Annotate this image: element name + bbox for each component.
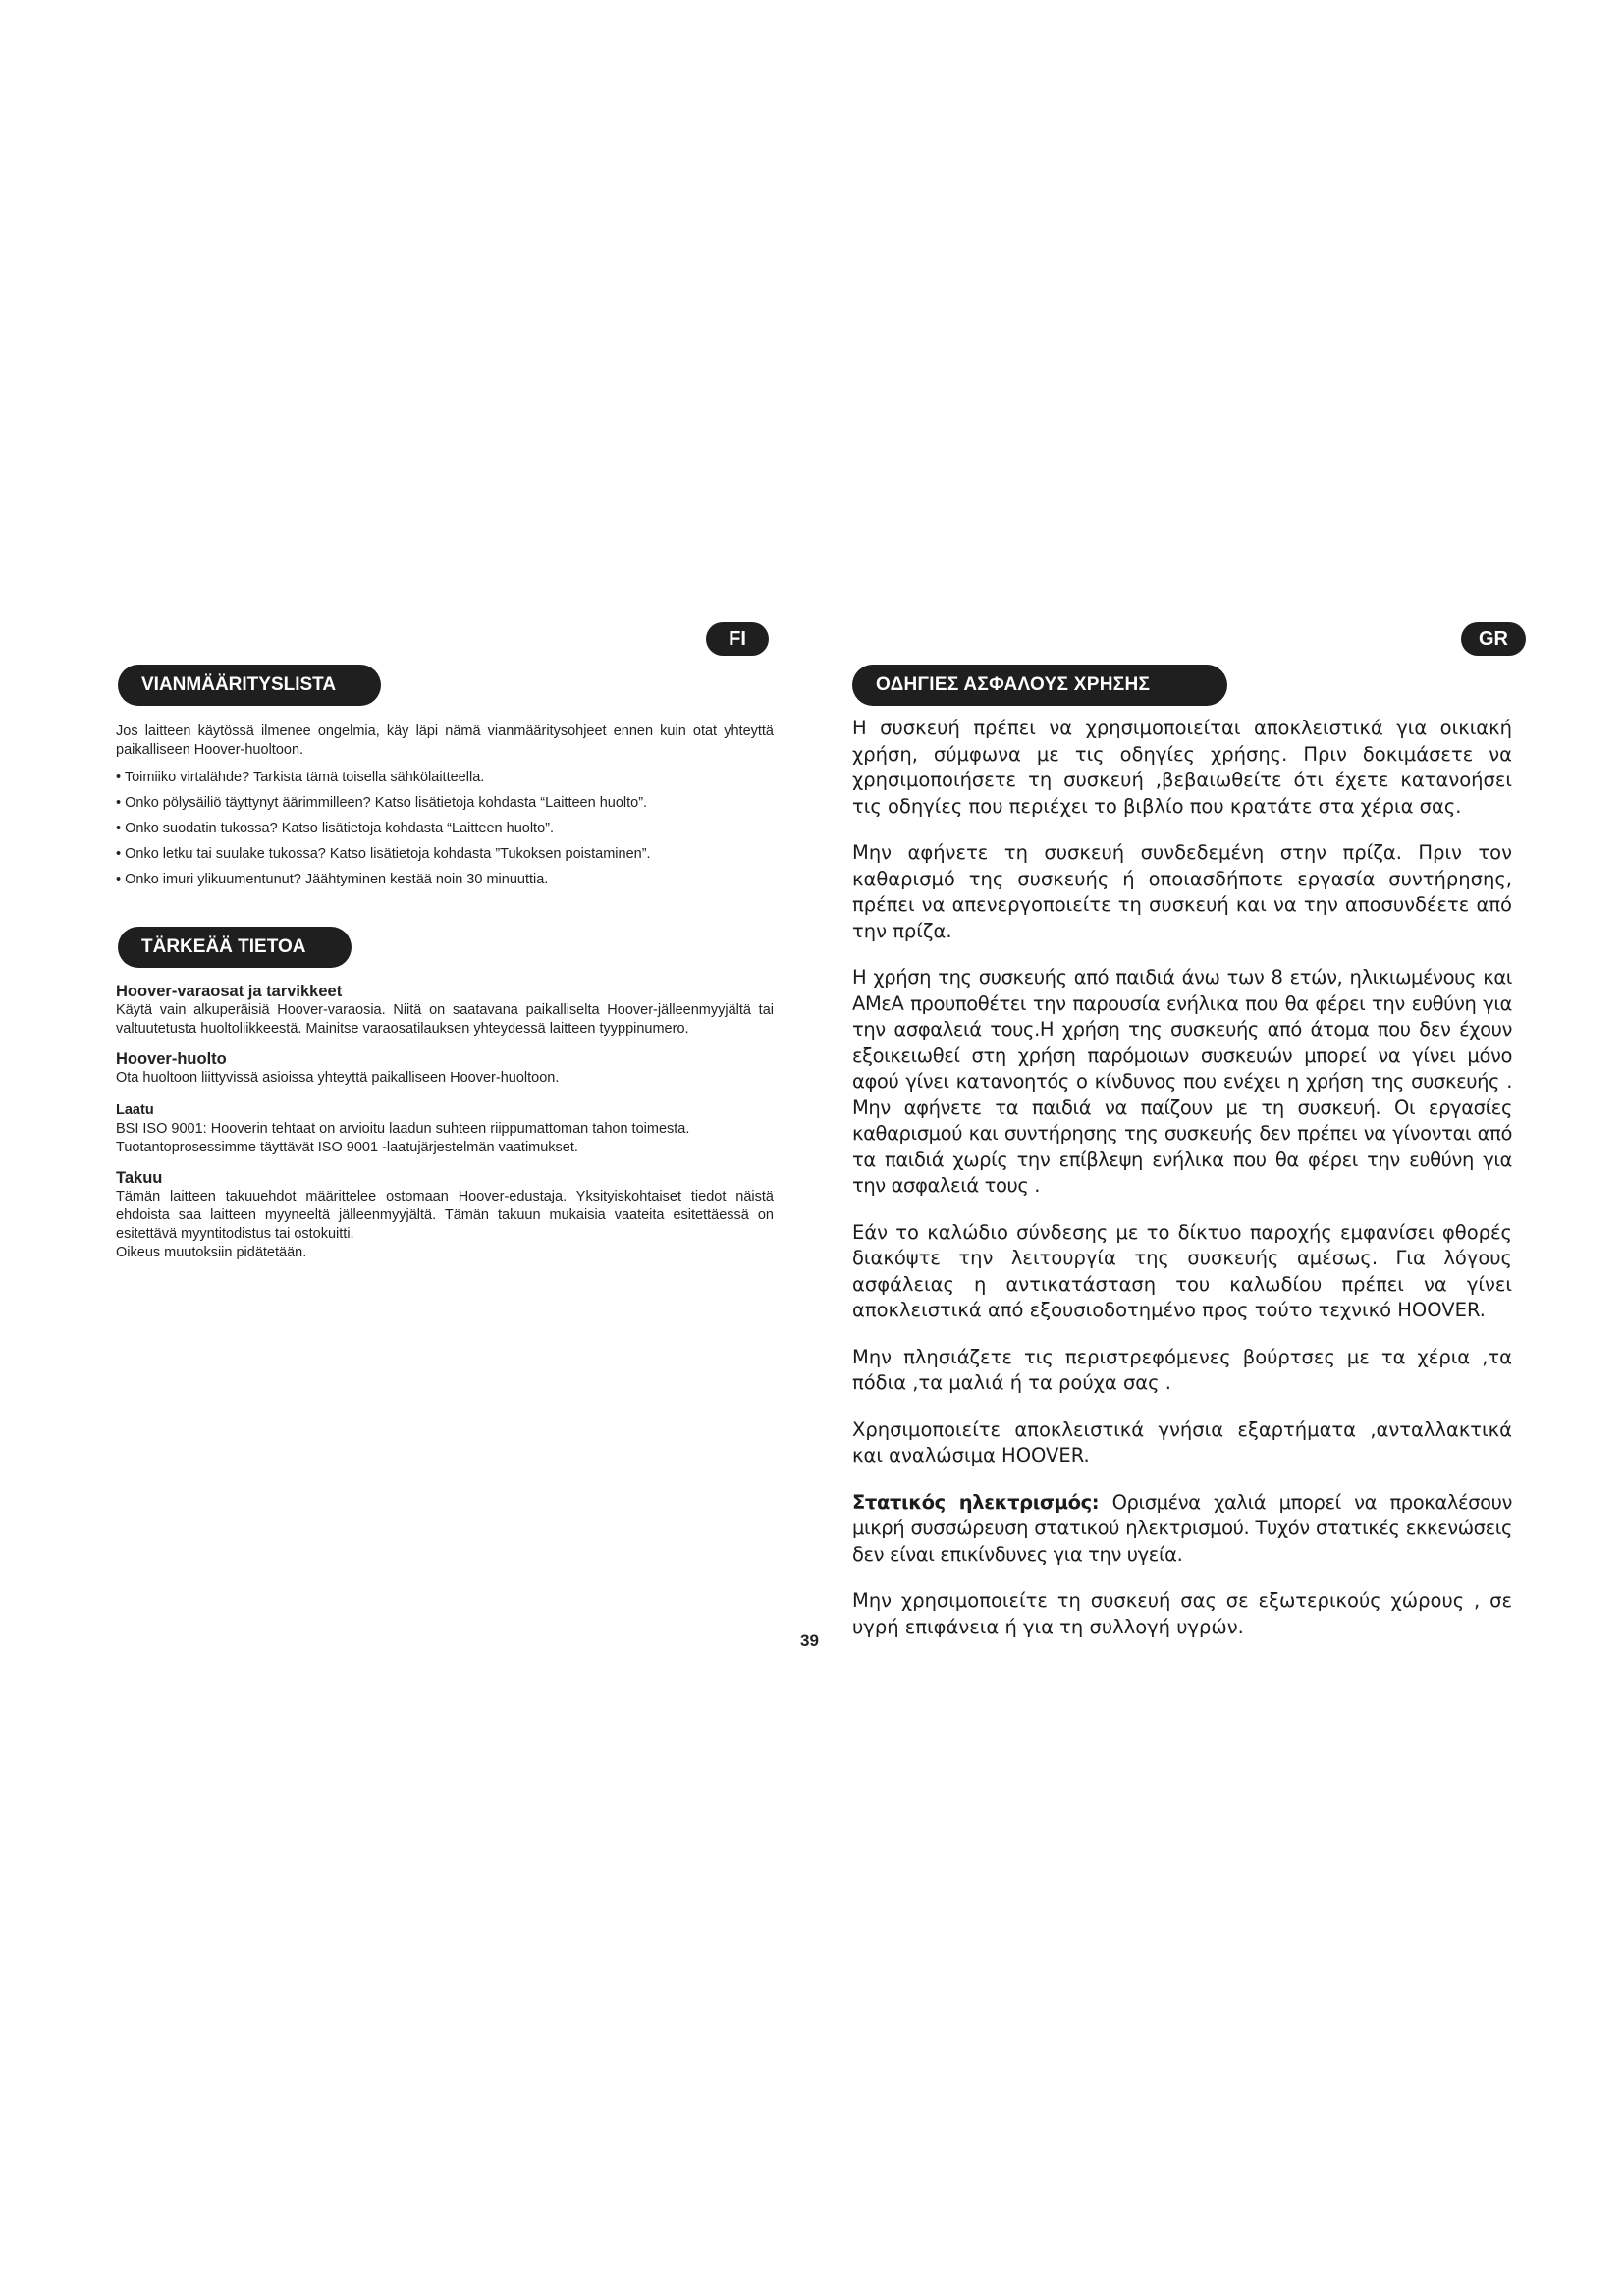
troubleshooting-item: • Onko letku tai suulake tukossa? Katso lisätietoja kohdasta ”Tukoksen poistaminen”. bbox=[116, 845, 774, 864]
service-title: Hoover-huolto bbox=[116, 1050, 227, 1068]
safety-paragraph-static bbox=[852, 1490, 1512, 1569]
safety-paragraph: Μην αφήνετε τη συσκευή συνδεδεμένη στην πρίζα. Πριν τον καθαρισμό της συσκευής ή οποιασδήποτε εργασία συντήρησης, πρέπει να απενεργοποιείτε τη συσκευή και να την αποσυνδέετε από την πρίζα. bbox=[852, 841, 1512, 942]
quality-title: Laatu bbox=[116, 1102, 154, 1118]
safety-paragraph: Χρησιμοποιείτε αποκλειστικά γνήσια εξαρτήματα ,ανταλλακτικά και αναλώσιμα HOOVER. bbox=[852, 1417, 1512, 1467]
quality-text: BSI ISO 9001: Hooverin tehtaat on arvioitu laadun suhteen riippumattoman tahon toimesta. Tuotantoprosessimme täyttävät ISO 9001 -laatujärjestelmän vaatimukset. bbox=[116, 1121, 690, 1155]
safety-paragraph: Εάν το καλώδιο σύνδεσης με το δίκτυο παροχής εμφανίσει φθορές διακόψτε την λειτουργία της συσκευής αμέσως. Για λόγους ασφάλειας η αντικατάσταση του καλωδίου πρέπει να γίνει αποκλειστικά από εξουσιοδοτημένο προς τούτο τεχνικό HOOVER. bbox=[852, 1220, 1512, 1321]
important-info-section bbox=[116, 983, 774, 1262]
troubleshooting-intro: Jos laitteen käytössä ilmenee ongelmia, käy läpi nämä vianmääritysohjeet ennen kuin otat yhteyttä paikalliseen Hoover-huoltoon. bbox=[116, 723, 774, 758]
static-electricity-title: Στατικός ηλεκτρισμός: bbox=[852, 1490, 1100, 1514]
parts-text: Käytä vain alkuperäisiä Hoover-varaosia. Niitä on saatavana paikalliselta Hoover-jälleenmyyjältä tai valtuutetusta huoltoliikkeestä. Mainitse varaosatilauksen yhteydessä laitteen tyyppinumero. bbox=[116, 1002, 774, 1037]
troubleshooting-section bbox=[116, 722, 774, 896]
safety-paragraph: Η χρήση της συσκευής από παιδιά άνω των 8 ετών, ηλικιωμένους και ΑΜεΑ προυποθέτει την παρουσία ενήλικα που θα φέρει την ευθύνη για την ασφαλειά τους.Η χρήση της συσκευής από άτομα που δεν έχουν εξοικειωθεί στη χρήση παρόμοιων συσκευών μπορεί να γίνει μόνο αφού γίνει κατανοητός ο κίνδυνος που ενέχει η χρήση της συσκευής . Μην αφήνετε τα παιδιά να παίζουν με τη συσκευή. Οι εργασίες καθαρισμού και συντήρησης της συσκευής δεν πρέπει να γίνονται από τα παιδιά χωρίς την επίβλεψη ενήλικα που θα φέρει την ευθύνη για την ασφαλειά τους . bbox=[852, 966, 1512, 1197]
parts-title: Hoover-varaosat ja tarvikkeet bbox=[116, 983, 343, 1000]
language-badge-fi: FI bbox=[706, 622, 769, 656]
rights-reserved-text: Oikeus muutoksiin pidätetään. bbox=[116, 1245, 307, 1260]
troubleshooting-item: • Onko imuri ylikuumentunut? Jäähtyminen kestää noin 30 minuuttia. bbox=[116, 871, 774, 889]
warranty-text: Tämän laitteen takuuehdot määrittelee ostomaan Hoover-edustaja. Yksityiskohtaiset tiedot näistä ehdoista saa laitteen myyneeltä jälleenmyyjältä. Tämän takuun mukaisia vaateita esitettäessä on esitettävä myyntitodistus tai ostokuitti. bbox=[116, 1189, 774, 1242]
language-badge-gr: GR bbox=[1461, 622, 1526, 656]
service-text: Ota huoltoon liittyvissä asioissa yhteyttä paikalliseen Hoover-huoltoon. bbox=[116, 1070, 560, 1086]
page-number: 39 bbox=[800, 1631, 819, 1650]
safety-paragraph: Μην πλησιάζετε τις περιστρεφόμενες βούρτσες με τα χέρια ,τα πόδια ,τα μαλιά ή τα ρούχα σας . bbox=[852, 1345, 1512, 1394]
safety-paragraph: Μην χρησιμοποιείτε τη συσκευή σας σε εξωτερικούς χώρους , σε υγρή επιφάνεια ή για τη συλλογή υγρών. bbox=[852, 1589, 1512, 1638]
section-heading-important: TÄRKEÄÄ TIETOA bbox=[118, 927, 352, 968]
safety-instructions-section bbox=[852, 716, 1512, 1661]
troubleshooting-item: • Onko pölysäiliö täyttynyt äärimmilleen? Katso lisätietoja kohdasta “Laitteen huolto”. bbox=[116, 794, 774, 813]
troubleshooting-item: • Onko suodatin tukossa? Katso lisätietoja kohdasta “Laitteen huolto”. bbox=[116, 820, 774, 838]
section-heading-troubleshooting: VIANMÄÄRITYSLISTA bbox=[118, 665, 381, 706]
static-electricity-text: Ορισμένα χαλιά μπορεί να προκαλέσουν μικρή συσσώρευση στατικού ηλεκτρισμού. Τυχόν στατικές εκκενώσεις δεν είναι επικίνδυνες για την υγεία. bbox=[852, 1490, 1513, 1566]
warranty-title: Takuu bbox=[116, 1169, 163, 1187]
safety-paragraph: Η συσκευή πρέπει να χρησιμοποιείται αποκλειστικά για οικιακή χρήση, σύμφωνα με τις οδηγίες χρήσης. Πριν δοκιμάσετε να χρησιμοποιήσετε τη συσκευή ,βεβαιωθείτε ότι έχετε κατανοήσει τις οδηγίες που περιέχει το βιβλίο που κρατάτε στα χέρια σας. bbox=[852, 717, 1512, 818]
troubleshooting-item: • Toimiiko virtalähde? Tarkista tämä toisella sähkölaitteella. bbox=[116, 769, 774, 787]
troubleshooting-list bbox=[116, 769, 774, 889]
section-heading-safety: ΟΔΗΓΙΕΣ ΑΣΦΑΛΟΥΣ ΧΡΗΣΗΣ bbox=[852, 665, 1227, 706]
